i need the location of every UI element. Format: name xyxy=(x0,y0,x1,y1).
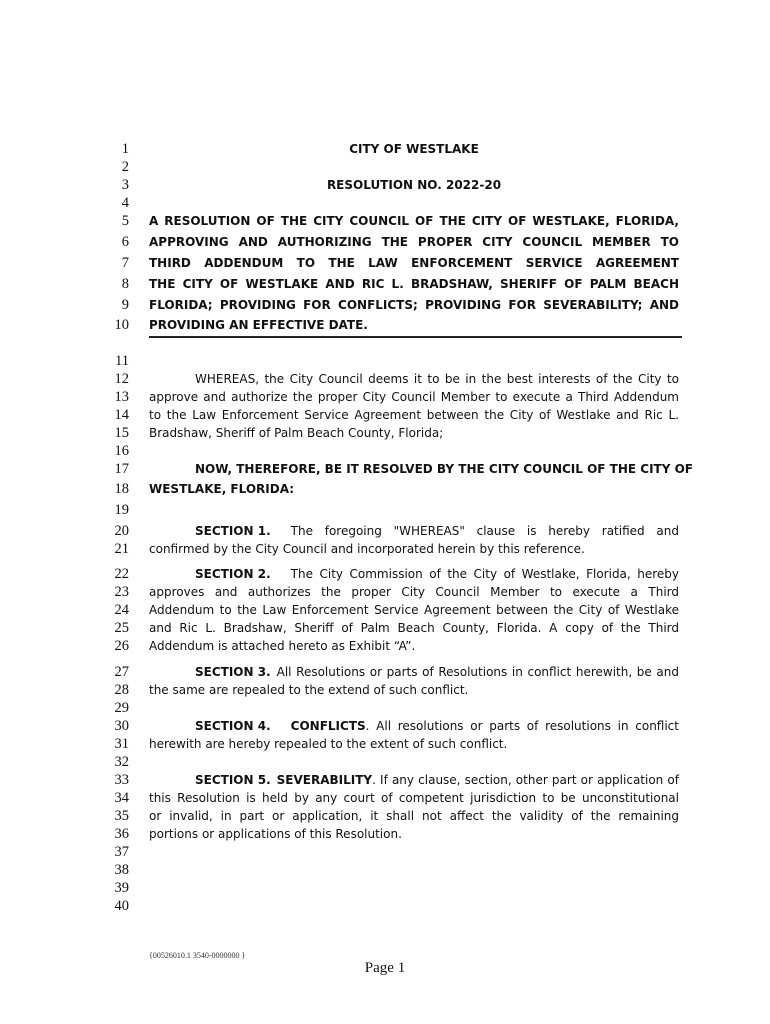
line-number: 10 xyxy=(114,317,129,333)
line-number: 26 xyxy=(114,638,129,654)
line-number: 6 xyxy=(121,234,129,250)
section-1-heading: SECTION 1. xyxy=(195,524,271,538)
line-number: 37 xyxy=(114,844,129,860)
section-5-subheading: SEVERABILITY xyxy=(276,773,373,787)
section-1-first-line xyxy=(195,522,679,540)
resolution-number: RESOLUTION NO. 2022-20 xyxy=(326,178,502,192)
resolved-clause: NOW, THEREFORE, BE IT RESOLVED BY THE CITY COUNCIL OF THE CITY OF xyxy=(195,462,693,476)
line-number: 2 xyxy=(121,159,129,175)
section-2-first-line xyxy=(195,565,679,583)
section-2-text: Addendum is attached hereto as Exhibit “A”. xyxy=(149,639,416,653)
line-number: 5 xyxy=(121,213,129,229)
line-number: 4 xyxy=(121,195,129,211)
section-2-text: and Ric L. Bradshaw, Sheriff of Palm Beach County, Florida. A copy of the Third xyxy=(149,621,679,635)
whereas-line: to the Law Enforcement Service Agreement between the City of Westlake and Ric L. xyxy=(149,408,679,422)
section-3-text: the same are repealed to the extend of such conflict. xyxy=(149,683,469,697)
line-number: 23 xyxy=(114,584,129,600)
section-1-text: The foregoing "WHEREAS" clause is hereby ratified and xyxy=(290,524,679,538)
section-3-text: All Resolutions or parts of Resolutions in conflict herewith, be and xyxy=(276,665,679,679)
line-number: 20 xyxy=(114,523,129,539)
line-number: 32 xyxy=(114,754,129,770)
line-number: 38 xyxy=(114,862,129,878)
line-number: 29 xyxy=(114,700,129,716)
line-number: 27 xyxy=(114,664,129,680)
title-line: A RESOLUTION OF THE CITY COUNCIL OF THE CITY OF WESTLAKE, FLORIDA, xyxy=(149,214,679,228)
title-line: APPROVING AND AUTHORIZING THE PROPER CITY COUNCIL MEMBER TO xyxy=(149,235,679,249)
line-number: 21 xyxy=(114,541,129,557)
line-number: 25 xyxy=(114,620,129,636)
line-number: 28 xyxy=(114,682,129,698)
line-number: 39 xyxy=(114,880,129,896)
section-4-text: . All resolutions or parts of resolutions in conflict xyxy=(365,719,679,733)
title-line: THIRD ADDENDUM TO THE LAW ENFORCEMENT SERVICE AGREEMENT xyxy=(149,256,679,270)
section-2-text: approves and authorizes the proper City Council Member to execute a Third xyxy=(149,585,679,599)
title-line: FLORIDA; PROVIDING FOR CONFLICTS; PROVIDING FOR SEVERABILITY; AND xyxy=(149,298,679,312)
line-number: 22 xyxy=(114,566,129,582)
line-number: 11 xyxy=(115,353,129,369)
title-divider xyxy=(149,336,682,338)
line-number: 12 xyxy=(114,371,129,387)
document-code: {00526010.1 3540-0000000 } xyxy=(149,951,246,960)
section-2-text: The City Commission of the City of Westlake, Florida, hereby xyxy=(290,567,679,581)
section-5-first-line xyxy=(195,771,679,789)
section-5-text: . If any clause, section, other part or application of xyxy=(372,773,679,787)
line-number: 8 xyxy=(121,276,129,292)
section-4-heading: SECTION 4. xyxy=(195,719,271,733)
line-number: 7 xyxy=(121,255,129,271)
line-number: 18 xyxy=(114,481,129,497)
section-2-text: Addendum to the Law Enforcement Service Agreement between the City of Westlake xyxy=(149,603,679,617)
section-5-heading: SECTION 5. xyxy=(195,773,271,787)
line-number: 3 xyxy=(121,177,129,193)
resolved-clause: WESTLAKE, FLORIDA: xyxy=(149,482,295,496)
line-number: 36 xyxy=(114,826,129,842)
section-5-text: this Resolution is held by any court of competent jurisdiction to be unconstitutional xyxy=(149,791,679,805)
line-number: 40 xyxy=(114,898,129,914)
line-number: 31 xyxy=(114,736,129,752)
section-3-first-line xyxy=(195,663,679,681)
line-number: 13 xyxy=(114,389,129,405)
section-1-text: confirmed by the City Council and incorporated herein by this reference. xyxy=(149,542,585,556)
line-number: 19 xyxy=(114,502,129,518)
section-2-heading: SECTION 2. xyxy=(195,567,271,581)
line-number: 34 xyxy=(114,790,129,806)
line-number: 14 xyxy=(114,407,129,423)
line-number: 1 xyxy=(121,141,129,157)
section-5-text: portions or applications of this Resolution. xyxy=(149,827,402,841)
line-number: 24 xyxy=(114,602,129,618)
city-heading: CITY OF WESTLAKE xyxy=(349,142,479,156)
section-3-heading: SECTION 3. xyxy=(195,665,271,679)
section-4-first-line xyxy=(195,717,679,735)
section-4-text: herewith are hereby repealed to the extent of such conflict. xyxy=(149,737,508,751)
line-number: 15 xyxy=(114,425,129,441)
title-line: PROVIDING AN EFFECTIVE DATE. xyxy=(149,318,368,332)
whereas-line: approve and authorize the proper City Council Member to execute a Third Addendum xyxy=(149,390,679,404)
line-number: 9 xyxy=(121,297,129,313)
page-number: Page 1 xyxy=(364,960,406,976)
section-5-text: or invalid, in part or application, it shall not affect the validity of the remaining xyxy=(149,809,679,823)
whereas-line: WHEREAS, the City Council deems it to be in the best interests of the City to xyxy=(195,372,679,386)
line-number: 30 xyxy=(114,718,129,734)
line-number: 16 xyxy=(114,443,129,459)
line-number: 35 xyxy=(114,808,129,824)
section-4-subheading: CONFLICTS xyxy=(290,719,366,733)
line-number: 17 xyxy=(114,461,129,477)
title-line: THE CITY OF WESTLAKE AND RIC L. BRADSHAW, SHERIFF OF PALM BEACH xyxy=(149,277,679,291)
whereas-line: Bradshaw, Sheriff of Palm Beach County, Florida; xyxy=(149,426,444,440)
line-number: 33 xyxy=(114,772,129,788)
